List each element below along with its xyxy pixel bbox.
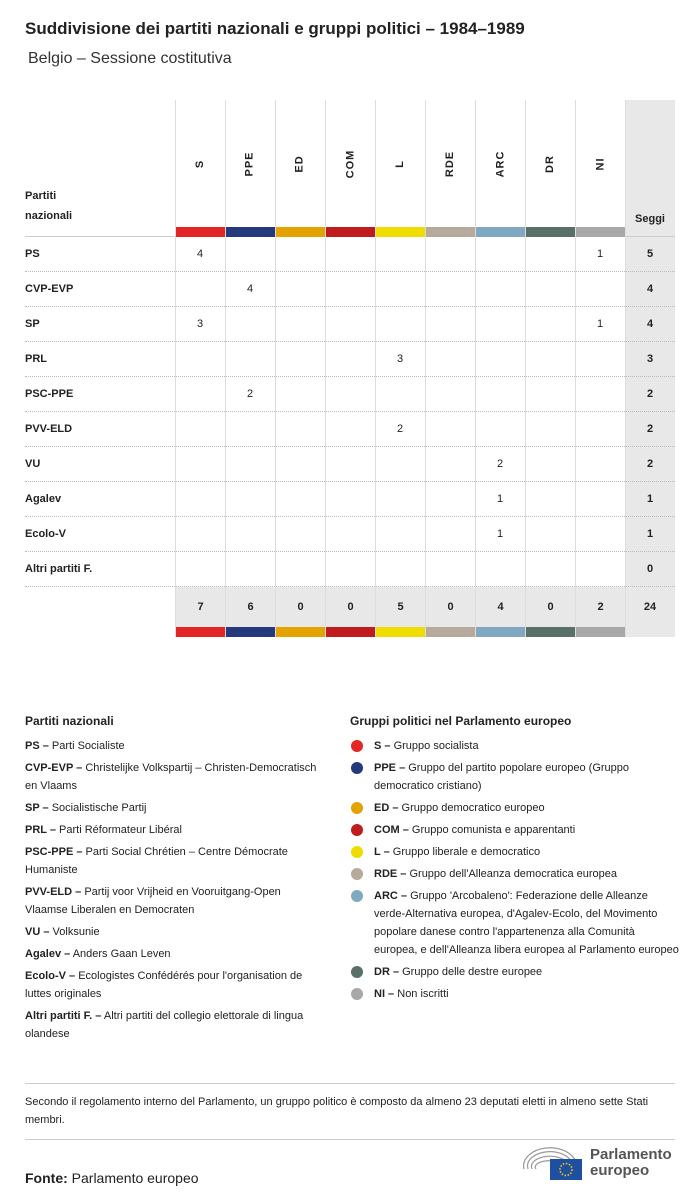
- legend-name: Gruppo delle destre europee: [402, 966, 543, 978]
- group-legend-item: [350, 865, 680, 883]
- group-color-dot-icon: [351, 802, 363, 814]
- party-name: SP: [25, 318, 40, 330]
- legend-name: Altri partiti del collegio elettorale di lingua olandese: [25, 1010, 304, 1040]
- logo-line2: europeo: [590, 1162, 650, 1179]
- group-color-bar: [575, 627, 625, 637]
- legend-name: Socialistische Partij: [51, 802, 147, 814]
- group-color-bar: [275, 627, 325, 637]
- party-name: VU: [25, 458, 41, 470]
- party-header: Partiti nazionali: [25, 190, 73, 222]
- party-name: PRL: [25, 353, 47, 365]
- group-color-dot-icon: [351, 890, 363, 902]
- group-color-bar: [175, 227, 225, 237]
- group-total: 6: [225, 587, 275, 627]
- party-name: PVV-ELD: [25, 423, 73, 435]
- legend-name: Parti Social Chrétien – Centre Démocrate Humaniste: [25, 846, 288, 876]
- table-row: [25, 482, 675, 517]
- group-header-ed: [275, 100, 325, 227]
- party-total: 4: [646, 283, 654, 295]
- grand-total: 24: [643, 601, 657, 613]
- group-color-bar: [325, 227, 375, 237]
- legend-name: Gruppo 'Arcobaleno': Federazione delle Alleanze verde-Alternativa europea, d'Agalev-Ecolo, del Movimento popolare danese contro l'appartenenza alla Comunità europea, e dell'Alleanza libera europea al Parlamento europeo: [374, 890, 679, 956]
- group-color-bar: [425, 627, 475, 637]
- group-code: S: [194, 159, 206, 168]
- group-color-bar: [425, 227, 475, 237]
- ep-logo: [520, 1145, 672, 1181]
- legend-abbr: SP –: [25, 802, 49, 814]
- group-code: RDE: [443, 150, 456, 177]
- party-total: 2: [646, 423, 654, 435]
- party-total: 5: [646, 248, 654, 260]
- legend-abbr: PPE –: [374, 762, 406, 774]
- party-total: 2: [646, 388, 654, 400]
- seats-table: [25, 100, 675, 637]
- legend-name: Gruppo liberale e democratico: [392, 846, 541, 858]
- group-legend-item: [350, 963, 680, 981]
- party-legend-item: [25, 1007, 325, 1043]
- source-value: Parlamento europeo: [71, 1170, 199, 1186]
- group-color-bar: [475, 627, 525, 637]
- group-color-dot-icon: [351, 988, 363, 1000]
- legend-abbr: Agalev –: [25, 948, 71, 960]
- legend-name: Parti Réformateur Libéral: [59, 824, 182, 836]
- legend-abbr: L –: [374, 846, 390, 858]
- party-legend-item: [25, 843, 325, 879]
- group-code: ARC: [494, 150, 506, 177]
- column-divider: [625, 100, 626, 637]
- group-color-dot-icon: [351, 762, 363, 774]
- party-total: 4: [646, 318, 654, 330]
- table-row: [25, 412, 675, 447]
- page-subtitle: Belgio – Sessione costitutiva: [28, 50, 232, 67]
- table-row: [25, 447, 675, 482]
- group-legend-item: [350, 799, 680, 817]
- group-header-l: [375, 100, 425, 227]
- seat-count: 1: [496, 493, 504, 505]
- legend-name: Gruppo dell'Alleanza democratica europea: [409, 868, 618, 880]
- group-header-ni: [575, 100, 625, 227]
- group-header-arc: [475, 100, 525, 227]
- group-color-bar: [525, 627, 575, 637]
- party-legend-item: [25, 759, 325, 795]
- table-row: [25, 307, 675, 342]
- totals-row: [25, 587, 675, 627]
- seat-count: 4: [196, 248, 204, 260]
- group-code: L: [393, 159, 406, 168]
- group-total: 5: [375, 587, 425, 627]
- party-legend-item: [25, 923, 325, 941]
- legend-name: Volksunie: [52, 926, 100, 938]
- group-total: 0: [275, 587, 325, 627]
- group-color-dot-icon: [351, 868, 363, 880]
- group-color-bar: [275, 227, 325, 237]
- group-header-s: [175, 100, 225, 227]
- group-code: DR: [543, 154, 556, 173]
- group-total: 0: [525, 587, 575, 627]
- party-legend-item: [25, 883, 325, 919]
- seat-count: 2: [246, 388, 254, 400]
- legend-name: Gruppo democratico europeo: [401, 802, 545, 814]
- legend-abbr: CVP-EVP –: [25, 762, 83, 774]
- party-legend-item: [25, 799, 325, 817]
- table-row: [25, 377, 675, 412]
- seat-count: 1: [596, 248, 604, 260]
- table-row: [25, 237, 675, 272]
- group-header-rde: [425, 100, 475, 227]
- legend-abbr: PSC-PPE –: [25, 846, 83, 858]
- party-name: PSC-PPE: [25, 388, 74, 400]
- group-code: NI: [594, 157, 606, 170]
- party-legend-title: Partiti nazionali: [25, 714, 114, 728]
- group-color-bar: [225, 227, 275, 237]
- group-color-bar: [175, 627, 225, 637]
- seats-header: Seggi: [635, 213, 665, 225]
- party-total: 3: [646, 353, 654, 365]
- table-row: [25, 272, 675, 307]
- column-divider: [525, 100, 526, 637]
- seat-count: 3: [196, 318, 204, 330]
- party-legend-item: [25, 737, 325, 755]
- logo-line1: Parlamento: [590, 1146, 672, 1163]
- group-legend-item: [350, 759, 680, 795]
- group-color-bar: [325, 627, 375, 637]
- hemicycle-flag-icon: [520, 1145, 584, 1181]
- column-divider: [175, 100, 176, 637]
- column-divider: [325, 100, 326, 637]
- legend-name: Ecologistes Confédérés pour l'organisation de luttes originales: [25, 970, 303, 1000]
- column-divider: [475, 100, 476, 637]
- group-code: PPE: [243, 150, 256, 177]
- group-color-dot-icon: [351, 740, 363, 752]
- column-divider: [425, 100, 426, 637]
- group-color-dot-icon: [351, 846, 363, 858]
- legend-name: Gruppo socialista: [393, 740, 479, 752]
- group-total: 7: [175, 587, 225, 627]
- group-total: 0: [425, 587, 475, 627]
- party-legend: [25, 712, 325, 1047]
- legend-abbr: RDE –: [374, 868, 407, 880]
- group-color-bar: [475, 227, 525, 237]
- seat-count: 3: [396, 353, 404, 365]
- legend-name: Partij voor Vrijheid en Vooruitgang-Open Vlaamse Liberalen en Democraten: [25, 886, 281, 916]
- party-legend-item: [25, 967, 325, 1003]
- group-color-bar: [225, 627, 275, 637]
- page-title: Suddivisione dei partiti nazionali e gruppi politici – 1984–1989: [25, 19, 525, 38]
- party-total: 0: [646, 563, 654, 575]
- group-legend-item: [350, 843, 680, 861]
- legend-abbr: COM –: [374, 824, 409, 836]
- seat-count: 2: [496, 458, 504, 470]
- group-code: COM: [343, 149, 356, 178]
- seat-count: 2: [396, 423, 404, 435]
- party-name: Ecolo-V: [25, 528, 66, 540]
- seat-count: 4: [246, 283, 254, 295]
- legend-name: Anders Gaan Leven: [72, 948, 171, 960]
- column-divider: [575, 100, 576, 637]
- column-divider: [375, 100, 376, 637]
- footnote: Secondo il regolamento interno del Parlamento, un gruppo politico è composto da almeno 23 deputati eletti in almeno sette Stati membri.: [25, 1083, 675, 1140]
- group-legend-item: [350, 887, 680, 959]
- group-total: 0: [325, 587, 375, 627]
- party-total: 1: [646, 528, 654, 540]
- group-legend: [350, 712, 680, 1007]
- group-color-bar: [375, 227, 425, 237]
- legend-name: Christelijke Volkspartij – Christen-Democratisch en Vlaams: [25, 762, 317, 792]
- group-header-dr: [525, 100, 575, 227]
- legend-abbr: PS –: [25, 740, 49, 752]
- legend-name: Parti Socialiste: [51, 740, 125, 752]
- legend-abbr: PRL –: [25, 824, 56, 836]
- group-header-com: [325, 100, 375, 227]
- legend-name: Non iscritti: [397, 988, 449, 1000]
- party-name: Altri partiti F.: [25, 563, 93, 575]
- group-legend-item: [350, 985, 680, 1003]
- party-legend-item: [25, 821, 325, 839]
- table-row: [25, 517, 675, 552]
- group-color-bar: [575, 227, 625, 237]
- party-name: Agalev: [25, 493, 62, 505]
- legend-abbr: VU –: [25, 926, 50, 938]
- legend-abbr: S –: [374, 740, 391, 752]
- table-row: [25, 342, 675, 377]
- source: [25, 1170, 199, 1186]
- group-legend-item: [350, 737, 680, 755]
- source-label: Fonte:: [25, 1170, 68, 1186]
- legend-abbr: PVV-ELD –: [25, 886, 82, 898]
- table-header: [25, 100, 675, 237]
- group-total: 2: [575, 587, 625, 627]
- column-divider: [275, 100, 276, 637]
- group-legend-item: [350, 821, 680, 839]
- party-total: 1: [646, 493, 654, 505]
- legend-name: Gruppo comunista e apparentanti: [411, 824, 576, 836]
- party-legend-item: [25, 945, 325, 963]
- legend-abbr: Altri partiti F. –: [25, 1010, 102, 1022]
- seat-count: 1: [496, 528, 504, 540]
- legend-abbr: DR –: [374, 966, 400, 978]
- group-legend-title: Gruppi politici nel Parlamento europeo: [350, 714, 572, 728]
- party-name: PS: [25, 248, 40, 260]
- group-color-bar: [375, 627, 425, 637]
- party-name: CVP-EVP: [25, 283, 74, 295]
- legend-name: Gruppo del partito popolare europeo (Gruppo democratico cristiano): [374, 762, 630, 792]
- column-divider: [225, 100, 226, 637]
- legend-abbr: NI –: [374, 988, 395, 1000]
- group-header-ppe: [225, 100, 275, 227]
- legend-abbr: ED –: [374, 802, 399, 814]
- group-color-bar: [525, 227, 575, 237]
- group-total: 4: [475, 587, 525, 627]
- group-color-dot-icon: [351, 824, 363, 836]
- legend-abbr: ARC –: [374, 890, 408, 902]
- group-color-dot-icon: [351, 966, 363, 978]
- seat-count: 1: [596, 318, 604, 330]
- group-code: ED: [294, 154, 306, 173]
- party-total: 2: [646, 458, 654, 470]
- table-row: [25, 552, 675, 587]
- legend-abbr: Ecolo-V –: [25, 970, 76, 982]
